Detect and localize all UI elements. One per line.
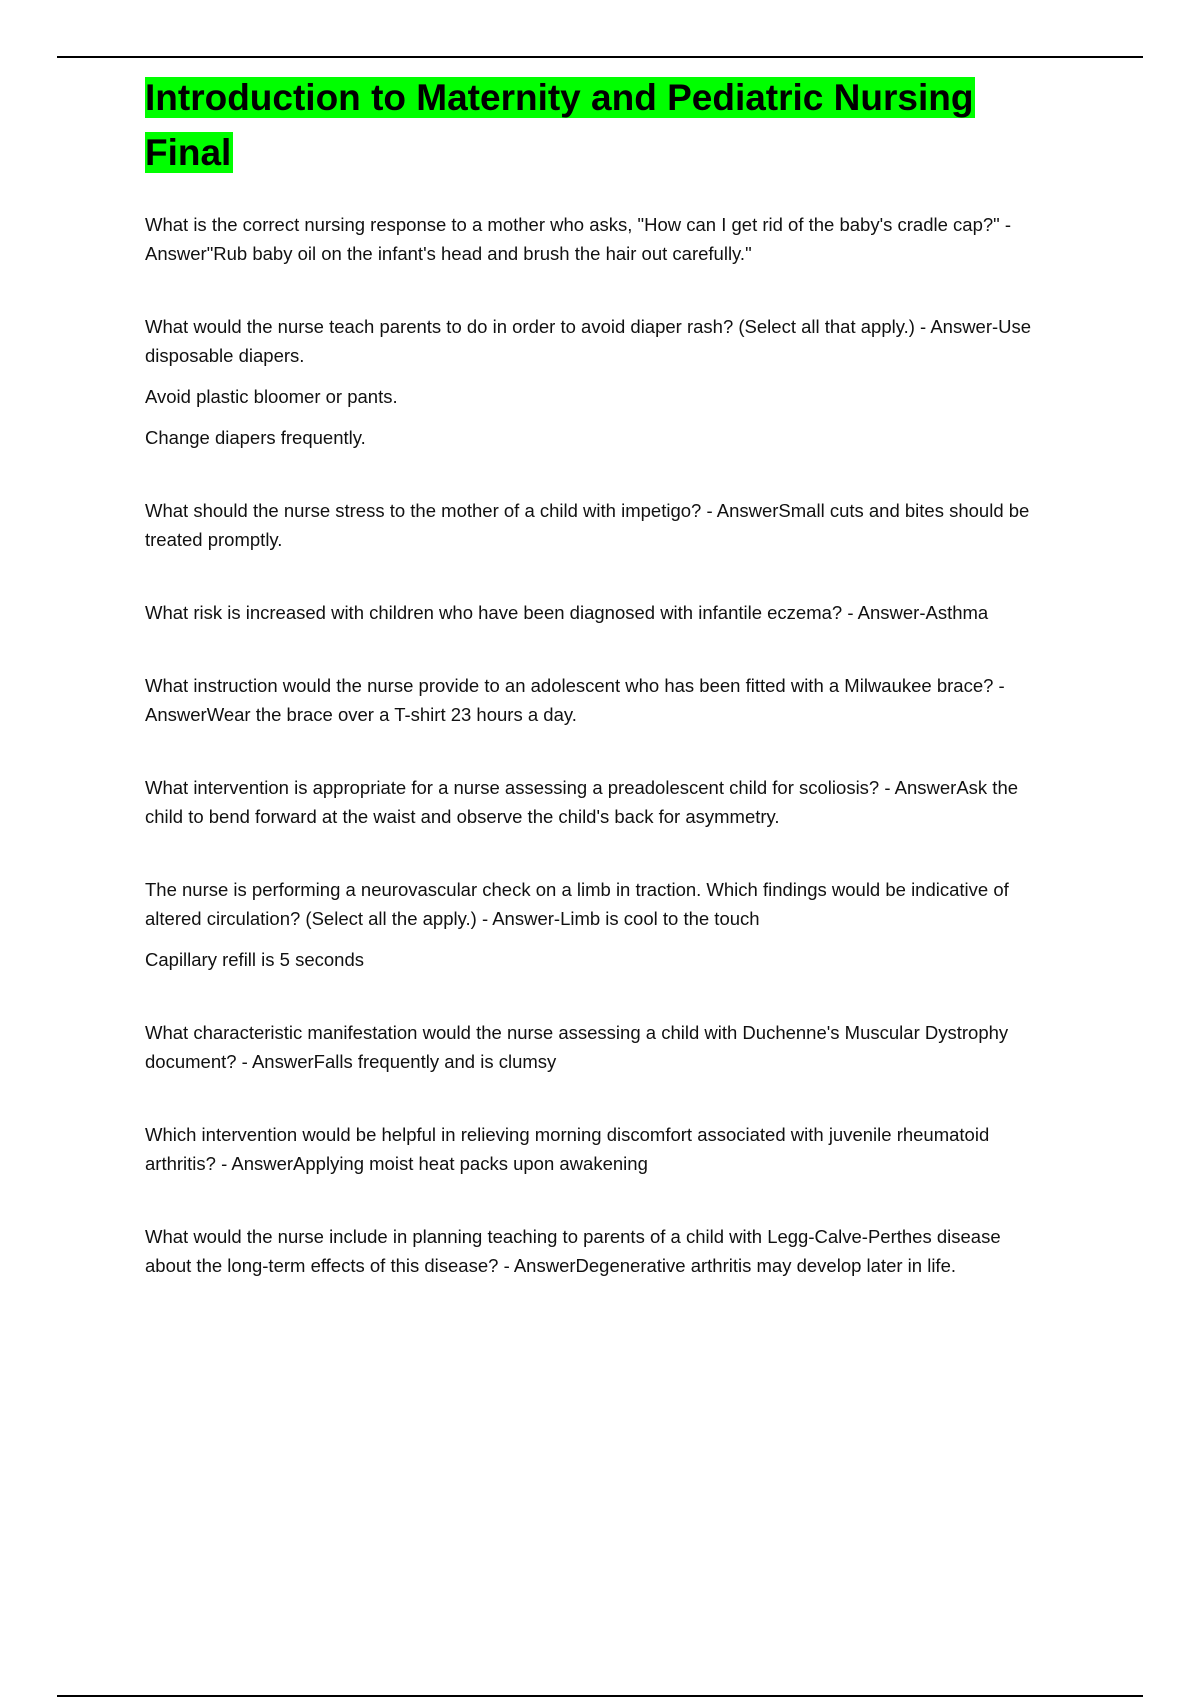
qa-item-6 <box>145 773 1035 831</box>
qa-item-1 <box>145 210 1035 268</box>
qa-answer-line: Capillary refill is 5 seconds <box>145 949 365 970</box>
qa-item-8 <box>145 1018 1035 1076</box>
qa-text: What is the correct nursing response to a mother who asks, "How can I get rid of the baby's cradle cap?" - Answer"Rub baby oil on the infant's head and brush the hair out carefully." <box>145 214 1012 264</box>
qa-item-10 <box>145 1222 1035 1280</box>
qa-item-2 <box>145 312 1035 452</box>
qa-text: The nurse is performing a neurovascular check on a limb in traction. Which findings would be indicative of altered circulation? (Select all the apply.) - Answer-Limb is cool to the touch <box>145 879 1009 929</box>
qa-item-4 <box>145 598 1035 627</box>
qa-text: What intervention is appropriate for a nurse assessing a preadolescent child for scoliosis? - AnswerAsk the child to bend forward at the waist and observe the child's back for asymmetry. <box>145 777 1019 827</box>
qa-item-7 <box>145 875 1035 974</box>
document-title-text: Introduction to Maternity and Pediatric Nursing Final <box>145 77 974 173</box>
qa-text: Which intervention would be helpful in relieving morning discomfort associated with juvenile rheumatoid arthritis? - AnswerApplying moist heat packs upon awakening <box>145 1124 990 1174</box>
qa-text: What would the nurse teach parents to do in order to avoid diaper rash? (Select all that apply.) - Answer-Use disposable diapers. <box>145 316 1032 366</box>
qa-text: What instruction would the nurse provide to an adolescent who has been fitted with a Milwaukee brace? - AnswerWear the brace over a T-shirt 23 hours a day. <box>145 675 1005 725</box>
document-title <box>145 70 1035 180</box>
bottom-divider <box>57 1695 1143 1697</box>
qa-item-9 <box>145 1120 1035 1178</box>
qa-text: What would the nurse include in planning teaching to parents of a child with Legg-Calve-Perthes disease about the long-term effects of this disease? - AnswerDegenerative arthritis may develop later in life. <box>145 1226 1001 1276</box>
qa-answer-line: Avoid plastic bloomer or pants. <box>145 386 398 407</box>
qa-text: What should the nurse stress to the mother of a child with impetigo? - AnswerSmall cuts and bites should be treated promptly. <box>145 500 1030 550</box>
qa-item-3 <box>145 496 1035 554</box>
top-divider <box>57 56 1143 58</box>
document-body <box>145 70 1035 1324</box>
qa-text: What risk is increased with children who have been diagnosed with infantile eczema? - Answer-Asthma <box>145 602 989 623</box>
qa-text: What characteristic manifestation would the nurse assessing a child with Duchenne's Muscular Dystrophy document? - AnswerFalls frequently and is clumsy <box>145 1022 1009 1072</box>
qa-item-5 <box>145 671 1035 729</box>
qa-answer-line: Change diapers frequently. <box>145 427 366 448</box>
